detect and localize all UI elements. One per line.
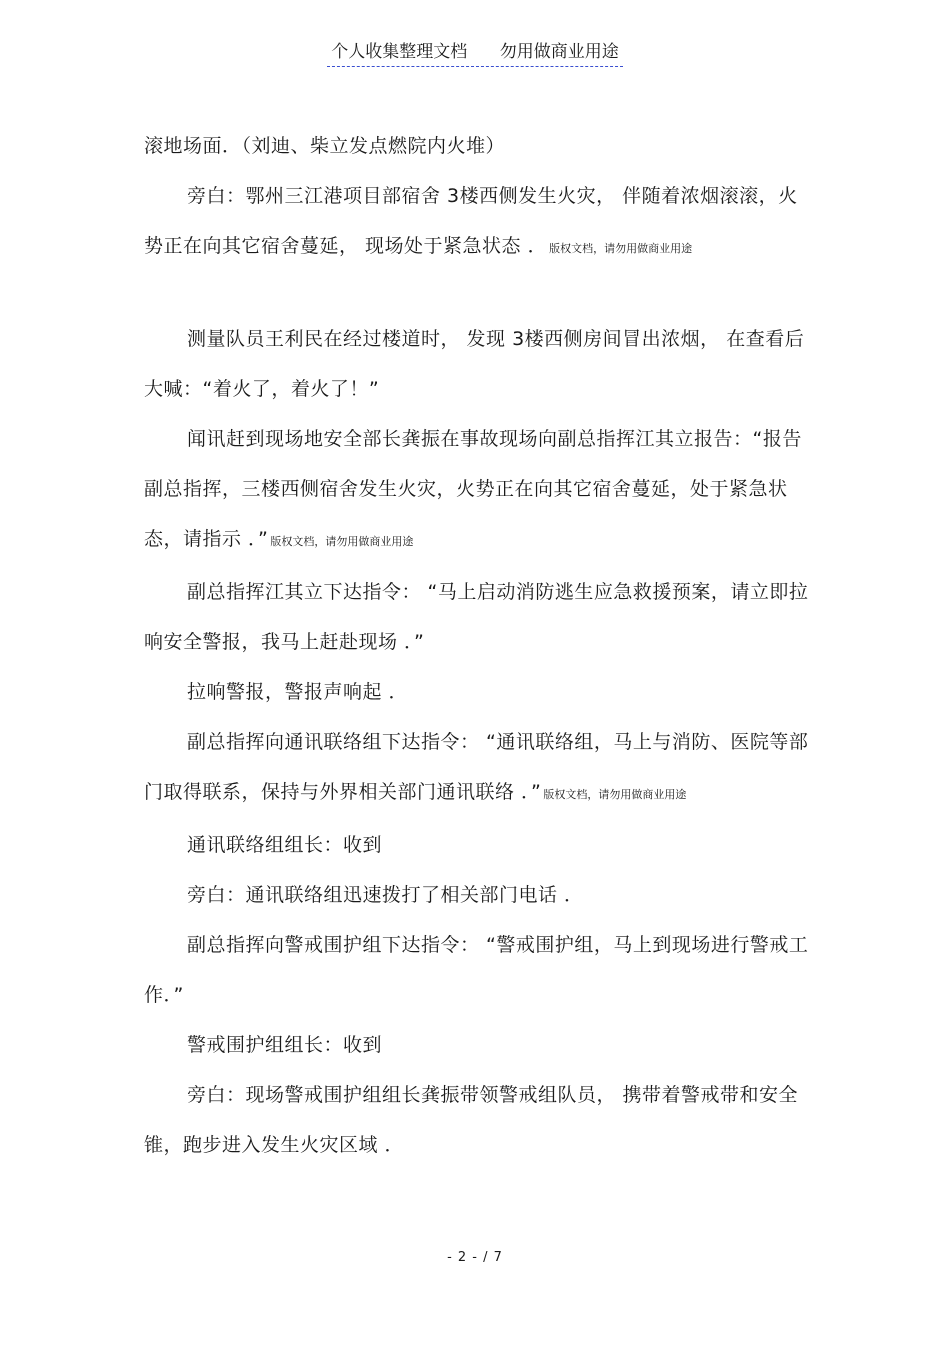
paragraph-5: 副总指挥江其立下达指令： “马上启动消防逃生应急救援预案，请立即拉响安全警报，我马上赶赴现场 ．” — [144, 581, 809, 653]
header-text: 个人收集整理文档 勿用做商业用途 — [327, 40, 622, 67]
paragraph-11: 警戒围护组组长：收到 — [187, 1034, 383, 1056]
paragraph-1: 滚地场面．（刘迪、柴立发点燃院内火堆） — [144, 135, 506, 157]
paragraph-2: 旁白：鄂州三江港项目部宿舍 3楼西侧发生火灾， 伴随着浓烟滚滚，火势正在向其它宿舍蔓延， 现场处于紧急状态 ． 版权文档，请勿用做商业用途 — [144, 185, 798, 257]
copyright-note: 版权文档，请勿用做商业用途 — [543, 788, 687, 801]
paragraph-12: 旁白：现场警戒围护组组长龚振带领警戒组队员， 携带着警戒带和安全锥，跑步进入发生火灾区域 ． — [144, 1084, 799, 1156]
page-header — [0, 40, 950, 67]
document-body — [144, 121, 809, 1170]
paragraph-6: 拉响警报，警报声响起 ． — [187, 681, 409, 703]
paragraph-10: 副总指挥向警戒围护组下达指令： “警戒围护组，马上到现场进行警戒工作．” — [144, 934, 809, 1006]
copyright-note: 版权文档，请勿用做商业用途 — [549, 242, 693, 255]
paragraph-3: 测量队员王利民在经过楼道时， 发现 3楼西侧房间冒出浓烟， 在查看后大喊：“着火了，着火了！” — [144, 328, 805, 400]
page-number: - 2 - / 7 — [447, 1250, 503, 1265]
copyright-note: 版权文档，请勿用做商业用途 — [270, 535, 414, 548]
paragraph-7: 副总指挥向通讯联络组下达指令： “通讯联络组，马上与消防、医院等部门取得联系，保持与外界相关部门通讯联络 ．” 版权文档，请勿用做商业用途 — [144, 731, 809, 803]
paragraph-9: 旁白：通讯联络组迅速拨打了相关部门电话 ． — [187, 884, 584, 906]
paragraph-4: 闻讯赶到现场地安全部长龚振在事故现场向副总指挥江其立报告：“报告副总指挥，三楼西侧宿舍发生火灾，火势正在向其它宿舍蔓延，处于紧急状态，请指示 ．” 版权文档，请勿用做商业用途 — [144, 428, 802, 550]
paragraph-8: 通讯联络组组长：收到 — [187, 834, 383, 856]
